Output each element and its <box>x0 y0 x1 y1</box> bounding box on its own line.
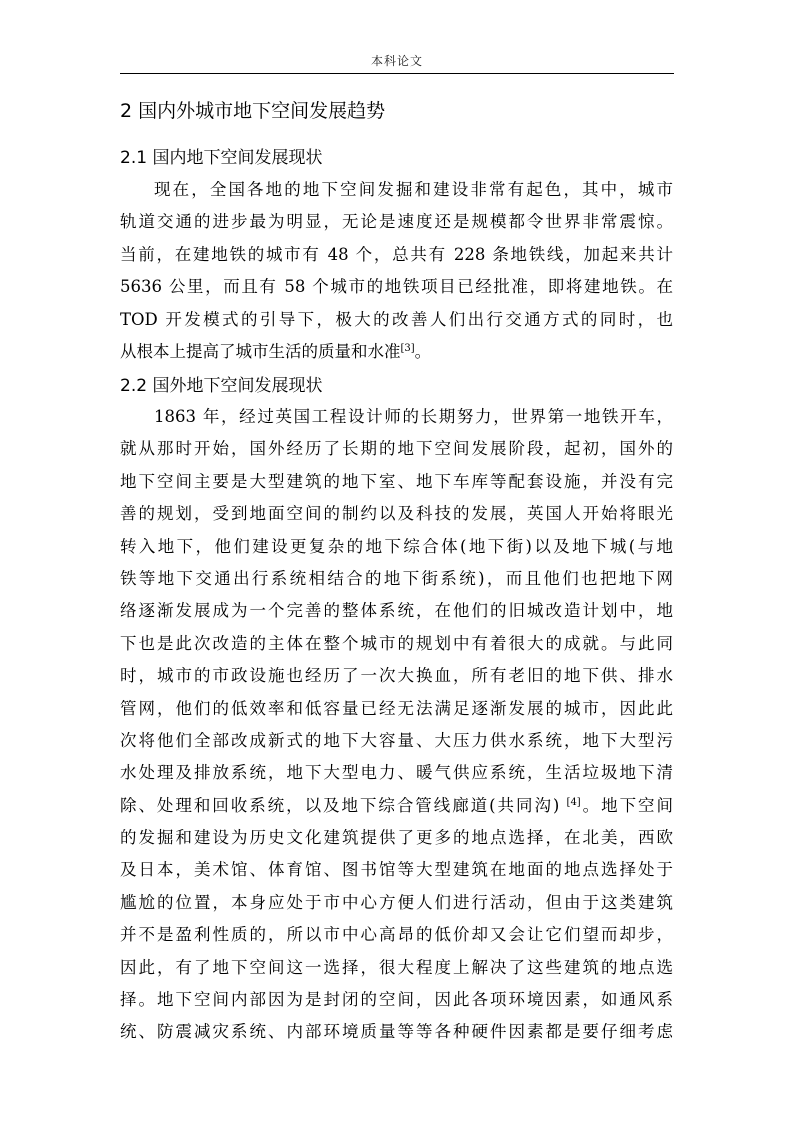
header-rule <box>120 73 674 74</box>
paragraph-domestic <box>120 174 673 368</box>
text-line: 择。地下空间内部因为是封闭的空间，因此各项环境因素，如通风系 <box>120 990 673 1010</box>
paragraph-foreign <box>120 401 673 1049</box>
text-line: 管网，他们的低效率和低容量已经无法满足逐渐发展的城市，因此此 <box>120 698 673 718</box>
text-line: 1863 年，经过英国工程设计师的长期努力，世界第一地铁开车， <box>154 407 673 426</box>
text-line: 下也是此次改造的主体在整个城市的规划中有着很大的成就。与此同 <box>120 633 673 653</box>
text-line: 善的规划，受到地面空间的制约以及科技的发展，英国人开始将眼光 <box>120 504 673 524</box>
text-fragment: 从根本上提高了城市生活的质量和水准 <box>120 341 401 361</box>
text-line: 5636 公里，而且有 58 个城市的地铁项目已经批准，即将建地铁。在 <box>120 277 673 297</box>
text-line: 转入地下，他们建设更复杂的地下综合体(地下街)以及地下城(与地 <box>120 536 673 556</box>
text-line: 当前，在建地铁的城市有 48 个，总共有 228 条地铁线，加起来共计 <box>120 244 673 264</box>
running-header: 本科论文 <box>370 54 423 68</box>
text-fragment: 。 <box>414 341 432 361</box>
text-line: 络逐渐发展成为一个完善的整体系统，在他们的旧城改造计划中，地 <box>120 601 673 621</box>
text-line-with-citation <box>120 790 673 822</box>
subsection-heading-2-2: 2.2 国外地下空间发展现状 <box>120 376 323 396</box>
text-line: 现在，全国各地的地下空间发掘和建设非常有起色，其中，城市 <box>154 180 673 199</box>
text-line: 铁等地下交通出行系统相结合的地下街系统)，而且他们也把地下网 <box>120 568 673 588</box>
subsection-heading-2-1: 2.1 国内地下空间发展现状 <box>120 148 323 168</box>
text-line: 的发掘和建设为历史文化建筑提供了更多的地点选择，在北美，西欧 <box>120 828 673 848</box>
text-line-last <box>120 336 673 368</box>
section-heading: 2 国内外城市地下空间发展趋势 <box>120 100 386 122</box>
text-line: 时，城市的市政设施也经历了一次大换血，所有老旧的地下供、排水 <box>120 666 673 686</box>
text-line: 就从那时开始，国外经历了长期的地下空间发展阶段，起初，国外的 <box>120 439 673 459</box>
text-fragment: 。地下空间 <box>580 795 674 815</box>
text-fragment: 除、处理和回收系统，以及地下综合管线廊道(共同沟) <box>120 795 560 815</box>
text-line: 次将他们全部改成新式的地下大容量、大压力供水系统，地下大型污 <box>120 730 673 750</box>
text-line: 统、防震减灾系统、内部环境质量等等各种硬件因素都是要仔细考虑 <box>120 1022 673 1042</box>
text-line: 轨道交通的进步最为明显，无论是速度还是规模都令世界非常震惊。 <box>120 212 673 232</box>
text-line: 水处理及排放系统，地下大型电力、暖气供应系统，生活垃圾地下清 <box>120 763 673 783</box>
text-line: TOD 开发模式的引导下，极大的改善人们出行交通方式的同时，也 <box>120 309 673 329</box>
text-line: 并不是盈利性质的，所以市中心高昂的低价却又会让它们望而却步， <box>120 925 673 945</box>
text-line: 因此，有了地下空间这一选择，很大程度上解决了这些建筑的地点选 <box>120 957 673 977</box>
text-line: 地下空间主要是大型建筑的地下室、地下车库等配套设施，并没有完 <box>120 471 673 491</box>
text-line: 尴尬的位置，本身应处于市中心方便人们进行活动，但由于这类建筑 <box>120 892 673 912</box>
citation-ref[interactable]: [4] <box>566 796 581 808</box>
citation-ref[interactable]: [3] <box>400 342 415 354</box>
text-line: 及日本，美术馆、体育馆、图书馆等大型建筑在地面的地点选择处于 <box>120 860 673 880</box>
